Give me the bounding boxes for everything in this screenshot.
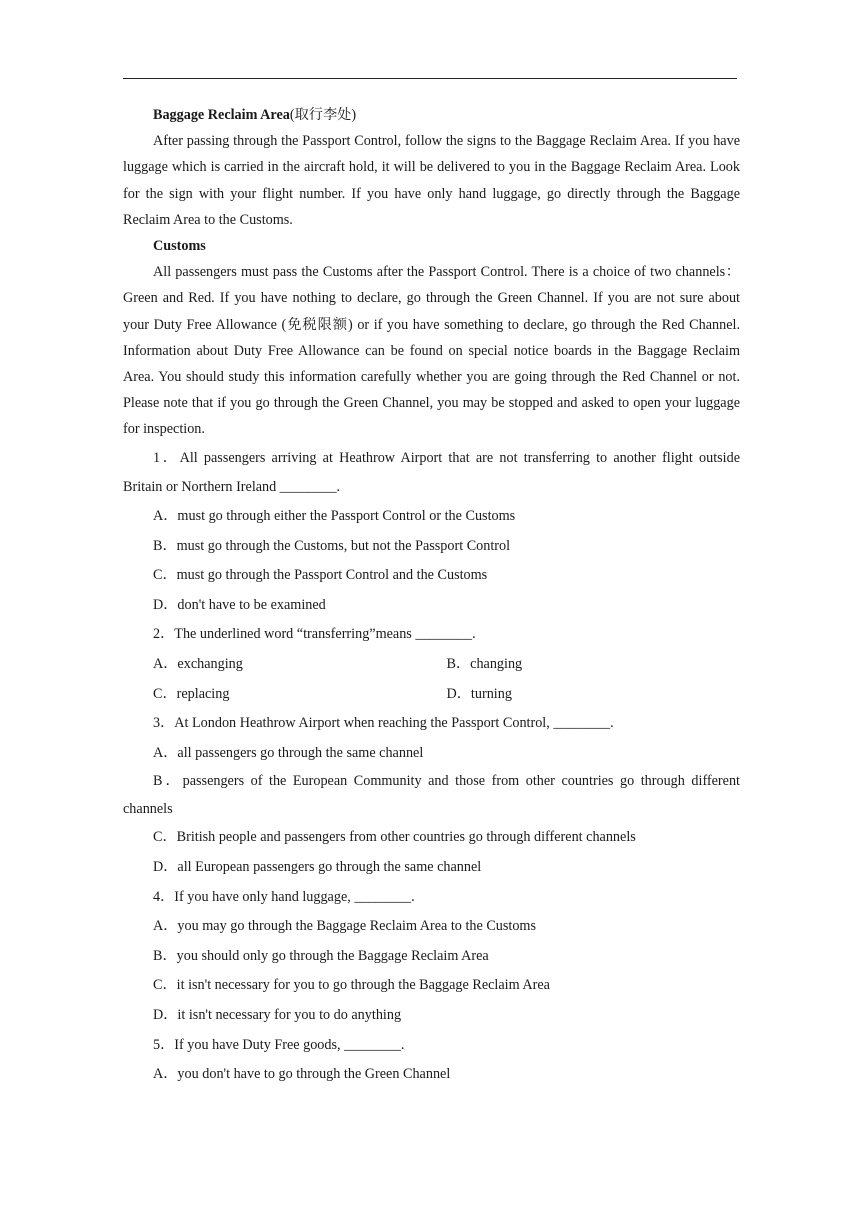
question-2-options-row-2 xyxy=(123,680,740,710)
question-1-option-b: B．must go through the Customs, but not the Passport Control xyxy=(153,537,511,554)
question-3-stem: 3．At London Heathrow Airport when reaching the Passport Control, ________. xyxy=(153,715,614,732)
question-4-stem: 4．If you have only hand luggage, ________. xyxy=(153,888,415,905)
section-heading-text: Baggage Reclaim Area xyxy=(153,107,290,123)
question-4-option-b: B．you should only go through the Baggage Reclaim Area xyxy=(153,947,489,964)
question-4-option-c: C．it isn't necessary for you to go through the Baggage Reclaim Area xyxy=(153,977,550,994)
header-rule xyxy=(123,78,737,79)
question-2-stem: 2．The underlined word “transferring”means ________. xyxy=(153,626,476,643)
question-2-option-b: B．changing xyxy=(446,656,523,673)
section-heading-text: Customs xyxy=(153,238,206,255)
question-3-option-d: D．all European passengers go through the same channel xyxy=(153,858,482,875)
question-1-option-d: D．don't have to be examined xyxy=(153,596,326,613)
question-4-option-d: D．it isn't necessary for you to do anything xyxy=(153,1006,402,1023)
document-body xyxy=(123,102,740,1090)
question-3-option-c: C．British people and passengers from other countries go through different channels xyxy=(153,829,636,846)
question-5-option-a: A．you don't have to go through the Green Channel xyxy=(153,1066,451,1083)
question-2-option-c: C．replacing xyxy=(153,685,230,702)
question-2-option-a: A．exchanging xyxy=(153,656,243,673)
question-1-stem: 1．All passengers arriving at Heathrow Airport that are not transferring to another flight outside Britain or Northern Ireland ________. xyxy=(123,449,740,495)
question-5-stem: 5．If you have Duty Free goods, ________. xyxy=(153,1036,405,1053)
section-body-customs: All passengers must pass the Customs after the Passport Control. There is a choice of two channels：Green and Red. If you have nothing to declare, go through the Green Channel. If you are not sure about your Duty Free Allowance (免税限额) or if you have something to declare, go through the Red Channel. Information about Duty Free Allowance can be found on special notice boards in the Baggage Reclaim Area. You should study this information carefully whether you are going through the Red Channel or not. Please note that if you go through the Green Channel, you may be stopped and asked to open your luggage for inspection. xyxy=(123,264,740,438)
section-heading-cn: (取行李处) xyxy=(289,107,357,123)
question-2-option-d: D．turning xyxy=(446,685,512,702)
question-3-option-b: B．passengers of the European Community and those from other countries go through different channels xyxy=(123,773,740,817)
question-2-options-row-1 xyxy=(123,650,740,680)
section-heading-baggage xyxy=(123,102,740,128)
question-1-option-a: A．must go through either the Passport Control or the Customs xyxy=(153,508,516,525)
question-4-option-a: A．you may go through the Baggage Reclaim Area to the Customs xyxy=(153,918,536,935)
section-body-baggage: After passing through the Passport Control, follow the signs to the Baggage Reclaim Area. If you have luggage which is carried in the aircraft hold, it will be delivered to you in the Baggage Reclaim Area. Look for the sign with your flight number. If you have only hand luggage, go directly through the Baggage Reclaim Area to the Customs. xyxy=(123,133,740,228)
question-1-option-c: C．must go through the Passport Control and the Customs xyxy=(153,567,488,584)
section-heading-customs xyxy=(123,233,740,259)
question-3-option-a: A．all passengers go through the same channel xyxy=(153,744,424,761)
